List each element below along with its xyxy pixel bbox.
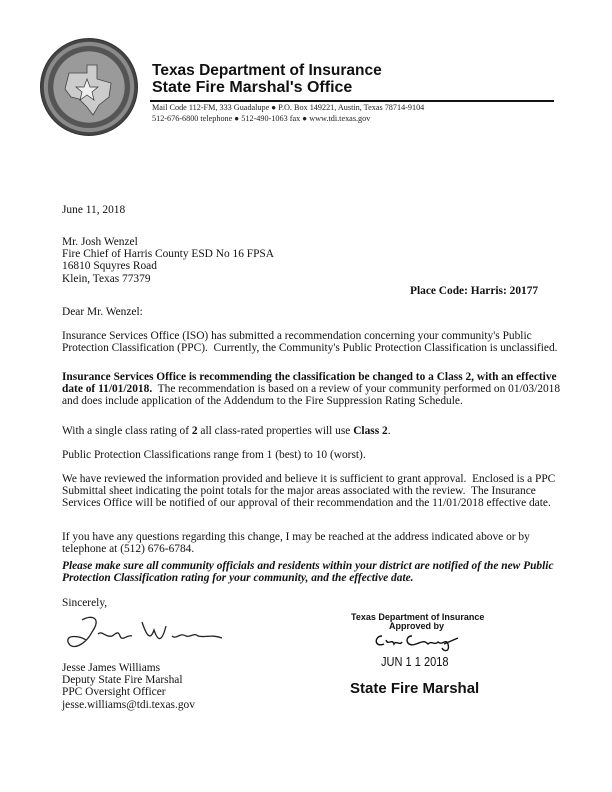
signature (62, 612, 242, 662)
recipient-line: Mr. Josh Wenzel (62, 236, 138, 248)
body-paragraph (62, 330, 562, 354)
letterhead-office: State Fire Marshal's Office (152, 79, 353, 96)
paragraph-line (62, 497, 562, 509)
paragraph-line (62, 395, 562, 407)
emphasized-text: 2 (191, 425, 198, 437)
text-segment: Public Protection Classifications range from 1 (best) to 10 (worst). (62, 449, 366, 461)
place-code: Place Code: Harris: 20177 (410, 285, 539, 297)
paragraph-line (62, 425, 562, 437)
signer-block (62, 662, 562, 711)
paragraph-line (62, 485, 562, 497)
emphasized-text: Insurance Services Office is recommending the classification be changed to a Class 2, with an effective (62, 371, 557, 383)
paragraph-line (62, 560, 562, 572)
signer-role: PPC Oversight Officer (62, 686, 166, 699)
letterhead-rule (150, 100, 554, 102)
text-segment: all class-rated properties will use (197, 425, 354, 437)
text-segment: telephone at (512) 676-6784. (62, 543, 195, 556)
texas-star-icon (41, 39, 137, 135)
paragraph-line (62, 342, 562, 354)
paragraph-line (62, 473, 562, 485)
recipient-line: Klein, Texas 77379 (62, 272, 151, 285)
text-segment: Protection Classification (PPC). Currently, the Community's Public Protection Classification is unclassified. (62, 342, 558, 355)
stamp-approved-by: Approved by (389, 621, 445, 631)
text-segment: Services Office will be notified of our approval of their recommendation and the 11/01/2018 effective date. (62, 497, 551, 510)
state-fire-marshal-seal (40, 38, 138, 136)
text-segment: and does include application of the Addendum to the Fire Suppression Rating Schedule. (62, 395, 463, 408)
closing: Sincerely, (62, 597, 108, 609)
signer-name: Jesse James Williams (62, 662, 161, 674)
emphasized-text: Class 2 (353, 425, 388, 437)
body-paragraph (62, 473, 562, 510)
paragraph-line (62, 371, 562, 383)
emphasized-text: Protection Classification rating for your community, and the effective date. (62, 572, 414, 585)
stamp-org: Texas Department of Insurance (351, 612, 485, 622)
signer-email: jesse.williams@tdi.texas.gov (62, 698, 195, 711)
text-segment: . (387, 425, 391, 437)
salutation: Dear Mr. Wenzel: (62, 306, 143, 318)
text-segment: The recommendation is based on a review of your community performed on 01/03/2018 (152, 383, 561, 396)
emphasized-text: Please make sure all community officials and residents within your district are notified of the new Public (62, 560, 554, 572)
body-paragraph (62, 371, 562, 408)
body-paragraph (62, 425, 562, 437)
letter-date: June 11, 2018 (62, 204, 126, 216)
letterhead-contact: 512-676-6800 telephone ● 512-490-1063 fax ● www.tdi.texas.gov (152, 114, 371, 123)
paragraph-line (62, 383, 562, 395)
paragraph-line (62, 449, 562, 461)
paragraph-line (62, 543, 562, 555)
stamp-title: State Fire Marshal (350, 680, 480, 697)
signer-title: Deputy State Fire Marshal (62, 674, 183, 687)
text-segment: We have reviewed the information provided and believe it is sufficient to grant approval. Enclosed is a PPC (62, 473, 556, 485)
paragraph-line (62, 330, 562, 342)
stamp-signature (372, 630, 462, 652)
recipient-block (62, 236, 562, 285)
recipient-line: Fire Chief of Harris County ESD No 16 FPSA (62, 248, 274, 261)
paragraph-line (62, 572, 562, 584)
body-paragraph (62, 531, 562, 555)
text-segment: With a single class rating of (62, 425, 192, 437)
letterhead-org: Texas Department of Insurance (152, 62, 382, 79)
text-segment: Insurance Services Office (ISO) has submitted a recommendation concerning your community's Public (62, 330, 532, 342)
text-segment: Submittal sheet indicating the point totals for the major areas associated with the review. The Insurance (62, 485, 536, 498)
letterhead-address: Mail Code 112-FM, 333 Guadalupe ● P.O. Box 149221, Austin, Texas 78714-9104 (152, 103, 425, 112)
body-paragraph (62, 449, 562, 461)
text-segment: If you have any questions regarding this change, I may be reached at the address indicated above or by (62, 531, 530, 543)
body-paragraph (62, 560, 562, 584)
recipient-line: 16810 Squyres Road (62, 260, 157, 273)
paragraph-line (62, 531, 562, 543)
emphasized-text: date of 11/01/2018. (62, 383, 153, 396)
stamp-date: JUN 1 1 2018 (381, 654, 449, 669)
